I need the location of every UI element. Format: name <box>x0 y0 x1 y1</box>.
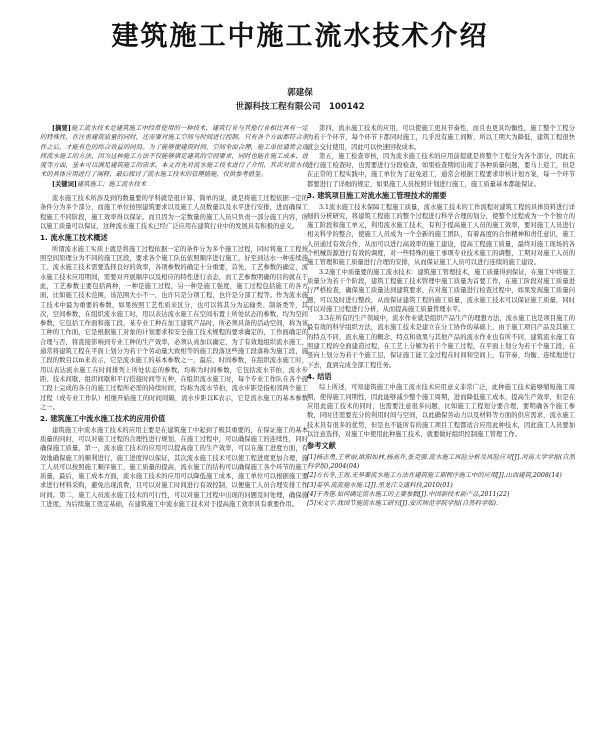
reference-item: [4]于秀莲.如何确定流水施工的主要参数[J].中国新技术新产品,2011(22) <box>307 490 510 498</box>
author-name: 郭建保 <box>287 88 313 98</box>
section-3-paragraph-1: 3.1流水施工技术保障工程施工质量，流水施工技术的工作流程对建筑工程的具体资料进行详细的分析研究，将建筑工程施工的整个过程进行科学合理的划分，使整个过程成为一个个独立的施工阶段和施工单元，利用流水施工技术，有利于提高施工人员的施工效率，要对施工人员进行相关科学的整合，使施工人员成为一个全新的施工团队，有着高度的合作精神和责任意识，施工人员通过有效合作，从而可以进行高效率的施工建设，提高工程施工质量，最终对施工现场的各个机械资源进行有效的调度，对一些特殊的施工事项专业技术施工的调整，工期对对施工人员的施工管理和施工质量进行合理的安排，从而保证施工人员可以进行连续的施工建设。 <box>307 203 575 267</box>
section-2-paragraph: 建筑施工中流水施工技术的应用主要是在建筑施工中起到了极其重要的，在保证施工的基本质量的同时，可以对施工过程的合理性进行规划，在施工过程中，可以确保施工的连续性，同时确保施工质量，第一，流水施工技术的应用可以提高施工的生产效率，可以在施工进度方面，有效地确保施工的顺利进行，施工进度得以保证，其次流水施工技术可以使工程进度更加合理，施工人员可以按照施工顺序施工，施工质量的提高，流水施工的结构可以确保施工各个环节的施工质量，最后，施工成本方面，流水施工技术的应用可以降低施工成本，施工单位可以根据施工要求进行材料采购，避免出现浪费，且可以对施工时间进行有效控制，以便施工人员合理安排工作时间。第二，施工人员流水施工技术的可行性，可以对施工过程中出现的问题及时处理，确保施工进度，为后续施工奠定基础，在建筑施工中流水施工技术对于提高施工效率具有重要作用。 <box>40 426 308 508</box>
section-heading-3: 3. 建筑项目施工对流水施工管理技术的需要 <box>307 191 447 201</box>
section-4-paragraph: 综上所述，可知建筑施工中施工流水技术应用意义非常广泛，此种施工技术能够缩短施工周期，使得施工同期性，因此能够减少整个施工周期，进而降低施工成本，提高生产效率，但是在应用此施工技术的同时，也需要注意很多问题，比如施工工程划分要合理，要明确各个施工参数，同时还需要充分的利用时间与空间，以此确保劳动力以及材料等方面的供应需求，流水施工技术具有很多的优势，但是也不能所有的施工项目工程都适合应用此种技术，因此施工人员要加以注意选择，对施工中使用此种施工技术，就要做好组织控制施工管理工作。 <box>307 384 575 438</box>
references-heading: 参考文献 <box>307 441 336 451</box>
abstract-label: [摘要] <box>52 125 71 132</box>
keywords-text: 建筑施工；施工流水技术 <box>76 180 147 188</box>
abstract <box>40 124 308 180</box>
left-column <box>40 124 308 729</box>
right-paragraph-2: 第五，施工检查审核，因为流水施工技术的应用前提就是将整个工程分为各个部分，因此在进行施工检查时，也需要进行分段检查，如果检查期间出现了各种质量问题，要马上返工，但是在正常的工程实践中，施工单位为了赶免返工，通常会根据工程要求审核计划方案，每一个环节都要进行了详细的规定，如果施工人员按照计划进行施工，施工质量基本都能保证。 <box>307 152 575 188</box>
article-title: 建筑施工中施工流水技术介绍 <box>111 21 489 52</box>
reference-item: [5]宋文宇.我国节施流水施工研究[J].安庆师范学院学报(自然科学版). <box>307 500 498 508</box>
section-heading-1: 1. 流水施工技术概述 <box>40 233 108 243</box>
section-heading-4: 4. 结语 <box>307 371 332 381</box>
section-3-paragraph-2: 3.2施工中质量要的施工流水技术：建筑施工管理技术，施工质量得到保证，在施工中将施工质量分为若干个阶段，建筑工程施工技术管理中施工质量为首要工作，在施工阶段对施工质量进行严格检查，确保施工质量达到建筑要求，在对施工质量进行检查过程中，如果发现施工质量问题，可以及时进行整改，从而保证建筑工程的施工质量，流水施工技术可以保证施工质量，同时可以对施工过程进行分析，从而提高施工质量管理水平。 <box>307 268 575 313</box>
author-affiliation: 世源科技工程有限公司 100142 <box>235 102 365 112</box>
reference-item: [3]姜华.流流施水施工[J].黑龙江交通科技,2010(01) <box>307 481 453 489</box>
keywords <box>40 180 308 189</box>
keywords-label: [关键词] <box>52 180 77 188</box>
right-column <box>307 124 575 729</box>
intro-paragraph: 流水施工技术所涉及到的数量要的学科就是很计算、简单的说，就是将施工过程依据一定的条件分为多个部分，而施工单位按照建筑要求以及施工人员数量以及水平进行安排，进而确保工程施工不同阶段，施工效率得以保证。而且因为一定数量的施工人员只负责一部分施工内容，所以施工质量可以保证，这种流水施工技术已经广泛应用在建筑行业中的发展具有积极的意义。 <box>40 195 308 230</box>
abstract-text: 施工流水技术是建筑施工中经常使用的一种技术，建筑行业与其他行业相比具有一定的特殊性，在注重建筑质量的同时，还需要对施工空间与时间进行控制，只有各个方面都符合条件之后，才能有色的综合效益的同局。为了能够便建筑时间，空间全面合理，施工单位通常会选择流水施工的方法，因为这种施工方法不仅能够满足建筑的空间要求，同时也能在施工成本、进度等方面，基本可以满足建筑施工的需求。本文首先对流水施工技术进行了介绍，其次对流水技术的具体应用进行了阐释，最后探讨了流水施工技术的管理措施，仅供参考借鉴。 <box>40 125 308 179</box>
reference-item: [1]杨志勇,王章丽,欧阳如林,杨高乔,张克强.流水施工风险分析及风险应对[J].河南大学学报(自然科学版),2004(04) <box>307 453 575 470</box>
section-3-paragraph-3: 3.3在所有的生产领域中，流水作业就是组织产品生产的理想方法，流水施工也是项目施工的最有效的科学组织方法，流水施工技术是建立在分工协作的基础上，由于施工项目产品及其施工的特点不同，流水施工的概念、特点和效果与其他产品的流水作业也有所不同，建筑流水施工有照建工程的全面建造过程，在工艺上分解为若干个施工过程，在平面上划分为若干个施工段，在竖向上划分为若干个施工层，保证施工能工金过程在时间和空间上，有节奏、均衡、连续地进行下去，直到完成全部工程任务。 <box>307 315 575 369</box>
reference-item: [2]方长冬,王海.无界要流水施工方法在建筑施工期程序施工中的应用[J].山西建筑,2008(14) <box>307 472 562 480</box>
section-heading-2: 2. 建筑施工中流水施工技术的应用价值 <box>40 414 166 424</box>
section-1-paragraph: 所谓流水施工实质上就是将施工过程依据一定的条件分为多个施工过程，同时将施工工程按照空间原理分为不同的施工区段，要求各个施工队伍依照顺序进行施工，好至到达水一种连续施工、流水施工技术需要选择良好的效率，各项参数的确定十分重要，首先，工艺参数的确定，流水施工技术应用期间，需要对开展顺序以及相应的特性进行表态，而工艺参数明确的目的就在于此，工艺参数主要包括两种，一种是施工过程，另一种是施工强度，施工过程包括施工的各方面，比如施工技术范围，该范围大小不一，也许只是分项工程，也许是分部工程等。作为流水施工技术中最为重要的参数，如果按照工艺性质来区分，也可以将其分为运输类、制备类等，其次，空间参数，在组织流水施工时，用以表达流水施工在空间布置上所处状态的参数，均为空间参数，它包括工作面和施工段，某专业工种在加工建筑产品时，所必须具备的活动空间，称为该工种的工作面，它是根据施工对象的计划要求和安全施工技术规程的要求确定的，工作面确定的合理与否，将直接影响到专业工种的生产效率，必须认真加以确定，为了有效地组织流水施工，通常将建筑工程在平面上划分为若干个劳动量大致相等的施工段落这些施工段落称为施工段，施工段的数目以m来表示，它是流水施工的基本参数之一，最后，时间参数，在组织流水施工时，用以表达流水施工在时间排列上所处状态的参数，均称为时间参数，它包括流水节拍、流水步距、技术间歇、组织间歇和平行搭接时间等五种，在组织流水施工时，每个专业工作队在各个施工段上完成的各自的施工过程所必需的持续时间，均称为流水节拍，流水步距是指相邻两个施工过程（或专业工作队）相继开始施工的时间间隔，流水步距以K表示，它是流水施工的基本参数之一。 <box>40 245 308 411</box>
right-paragraph-1: 第四，流水施工技术的应用，可以使施工更具节奏性，而且也更具均衡性，施工整个工程分为若干个环节，每个环节下都同时施工，几乎没有施工间断，所以工期大为降低，建筑工程很快就会交付使用，因此可以快速回收成本。 <box>307 125 575 151</box>
